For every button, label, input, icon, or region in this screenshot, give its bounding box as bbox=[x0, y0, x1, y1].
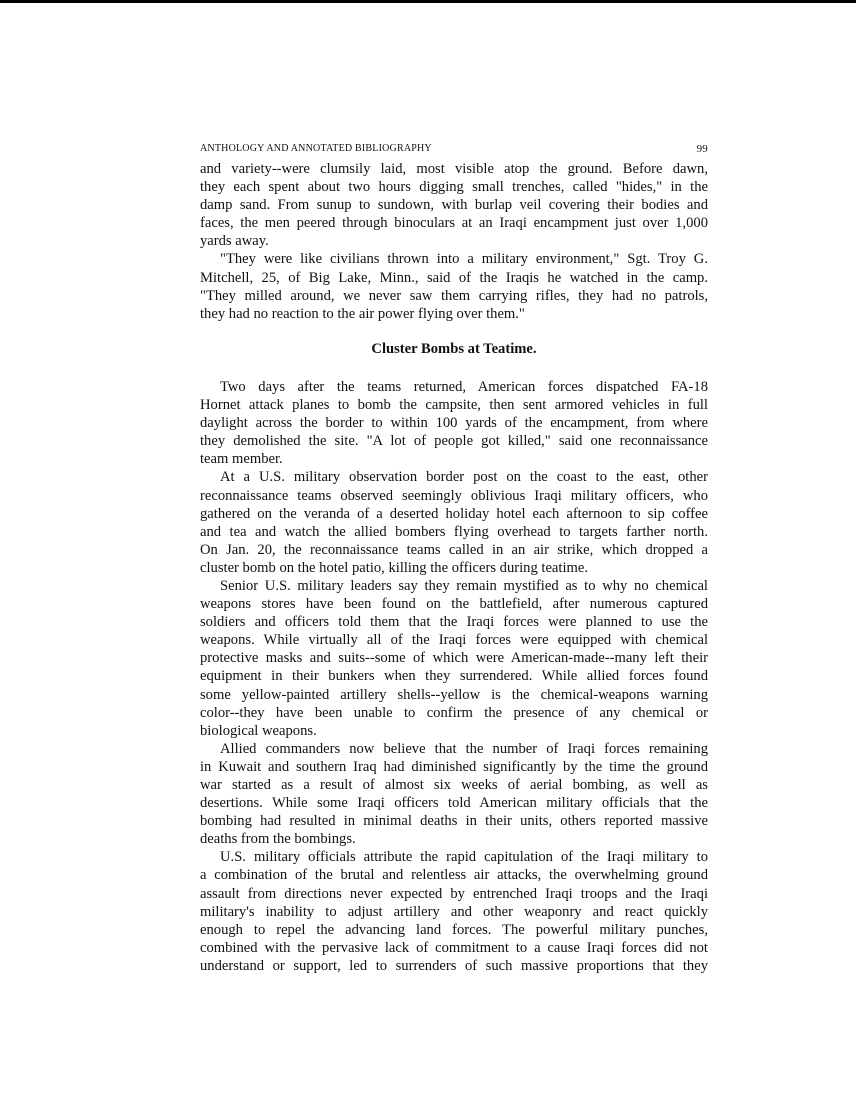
text-line: reconnaissance teams observed seemingly oblivious Iraqi military officers, who bbox=[200, 487, 708, 504]
paragraph bbox=[200, 468, 708, 577]
text-line: military's inability to adjust artillery and other weaponry and react quickly bbox=[200, 903, 708, 920]
text-line: Allied commanders now believe that the number of Iraqi forces remaining bbox=[220, 740, 708, 757]
text-line: soldiers and officers told them that the Iraqi forces were planned to use the bbox=[200, 614, 708, 631]
text-line: they had no reaction to the air power flying over them." bbox=[200, 305, 525, 322]
paragraph bbox=[200, 160, 708, 250]
text-line: Senior U.S. military leaders say they remain mystified as to why no chemical bbox=[220, 577, 708, 594]
text-line: daylight across the border to within 100 yards of the encampment, from where bbox=[200, 415, 708, 432]
page-column bbox=[200, 142, 708, 975]
text-line: desertions. While some Iraqi officers told American military officials that the bbox=[200, 795, 708, 812]
running-head-title: ANTHOLOGY AND ANNOTATED BIBLIOGRAPHY bbox=[200, 143, 432, 154]
text-line: weapons. While virtually all of the Iraqi forces were equipped with chemical bbox=[200, 632, 708, 649]
text-line: color--they have been unable to confirm the presence of any chemical or bbox=[200, 704, 708, 721]
paragraph bbox=[200, 378, 708, 468]
text-line: "They were like civilians thrown into a military environment," Sgt. Troy G. bbox=[220, 251, 708, 268]
text-line: and tea and watch the allied bombers flying overhead to targets farther north. bbox=[200, 523, 708, 540]
text-line: "They milled around, we never saw them carrying rifles, they had no patrols, bbox=[200, 287, 708, 304]
text-line: team member. bbox=[200, 451, 283, 468]
text-line: protective masks and suits--some of which were American-made--many left their bbox=[200, 650, 708, 667]
text-line: understand or support, led to surrenders of such massive proportions that they bbox=[200, 957, 708, 974]
text-line: At a U.S. military observation border post on the coast to the east, other bbox=[220, 469, 708, 486]
text-line: faces, the men peered through binoculars at an Iraqi encampment just over 1,000 bbox=[200, 215, 708, 232]
text-line: gathered on the veranda of a deserted holiday hotel each afternoon to sip coffee bbox=[200, 505, 708, 522]
top-border-rule bbox=[0, 0, 856, 3]
text-line: Two days after the teams returned, American forces dispatched FA-18 bbox=[220, 378, 708, 395]
body-text-before-heading bbox=[200, 160, 708, 323]
text-line: they demolished the site. "A lot of people got killed," said one reconnaissance bbox=[200, 433, 708, 450]
text-line: equipment in their bunkers when they surrendered. While allied forces found bbox=[200, 668, 708, 685]
paragraph bbox=[200, 250, 708, 322]
text-line: Hornet attack planes to bomb the campsite, then sent armored vehicles in full bbox=[200, 397, 708, 414]
text-line: biological weapons. bbox=[200, 722, 317, 739]
text-line: war started as a result of almost six weeks of aerial bombing, as well as bbox=[200, 777, 708, 793]
section-heading: Cluster Bombs at Teatime. bbox=[371, 340, 537, 357]
text-line: enough to repel the advancing land forces. The powerful military punches, bbox=[200, 921, 708, 938]
text-line: a combination of the brutal and relentless air attacks, the overwhelming ground bbox=[200, 867, 708, 884]
text-line: combined with the pervasive lack of commitment to a cause Iraqi forces did not bbox=[200, 939, 708, 956]
text-line: U.S. military officials attribute the rapid capitulation of the Iraqi military to bbox=[220, 849, 708, 866]
page-number: 99 bbox=[696, 143, 708, 155]
text-line: deaths from the bombings. bbox=[200, 831, 356, 848]
paragraph bbox=[200, 740, 708, 849]
text-line: in Kuwait and southern Iraq had diminished significantly by the time the ground bbox=[200, 758, 708, 775]
text-line: On Jan. 20, the reconnaissance teams called in an air strike, which dropped a bbox=[200, 541, 708, 558]
text-line: weapons stores have been found on the battlefield, after numerous captured bbox=[200, 596, 708, 613]
text-line: assault from directions never expected by entrenched Iraqi troops and the Iraqi bbox=[200, 885, 708, 902]
paragraph bbox=[200, 848, 708, 975]
paragraph bbox=[200, 577, 708, 740]
running-head bbox=[200, 142, 708, 160]
text-line: cluster bomb on the hotel patio, killing the officers during teatime. bbox=[200, 559, 588, 576]
text-line: Mitchell, 25, of Big Lake, Minn., said of the Iraqis he watched in the camp. bbox=[200, 269, 708, 286]
text-line: yards away. bbox=[200, 233, 269, 250]
text-line: damp sand. From sunup to sundown, with burlap veil covering their bodies and bbox=[200, 197, 708, 214]
body-text-after-heading bbox=[200, 378, 708, 975]
text-line: and variety--were clumsily laid, most visible atop the ground. Before dawn, bbox=[200, 161, 708, 177]
text-line: bombing had resulted in minimal deaths in their units, others reported massive bbox=[200, 813, 708, 830]
text-line: they each spent about two hours digging small trenches, called "hides," in the bbox=[200, 179, 708, 196]
text-line: some yellow-painted artillery shells--yellow is the chemical-weapons warning bbox=[200, 686, 708, 703]
